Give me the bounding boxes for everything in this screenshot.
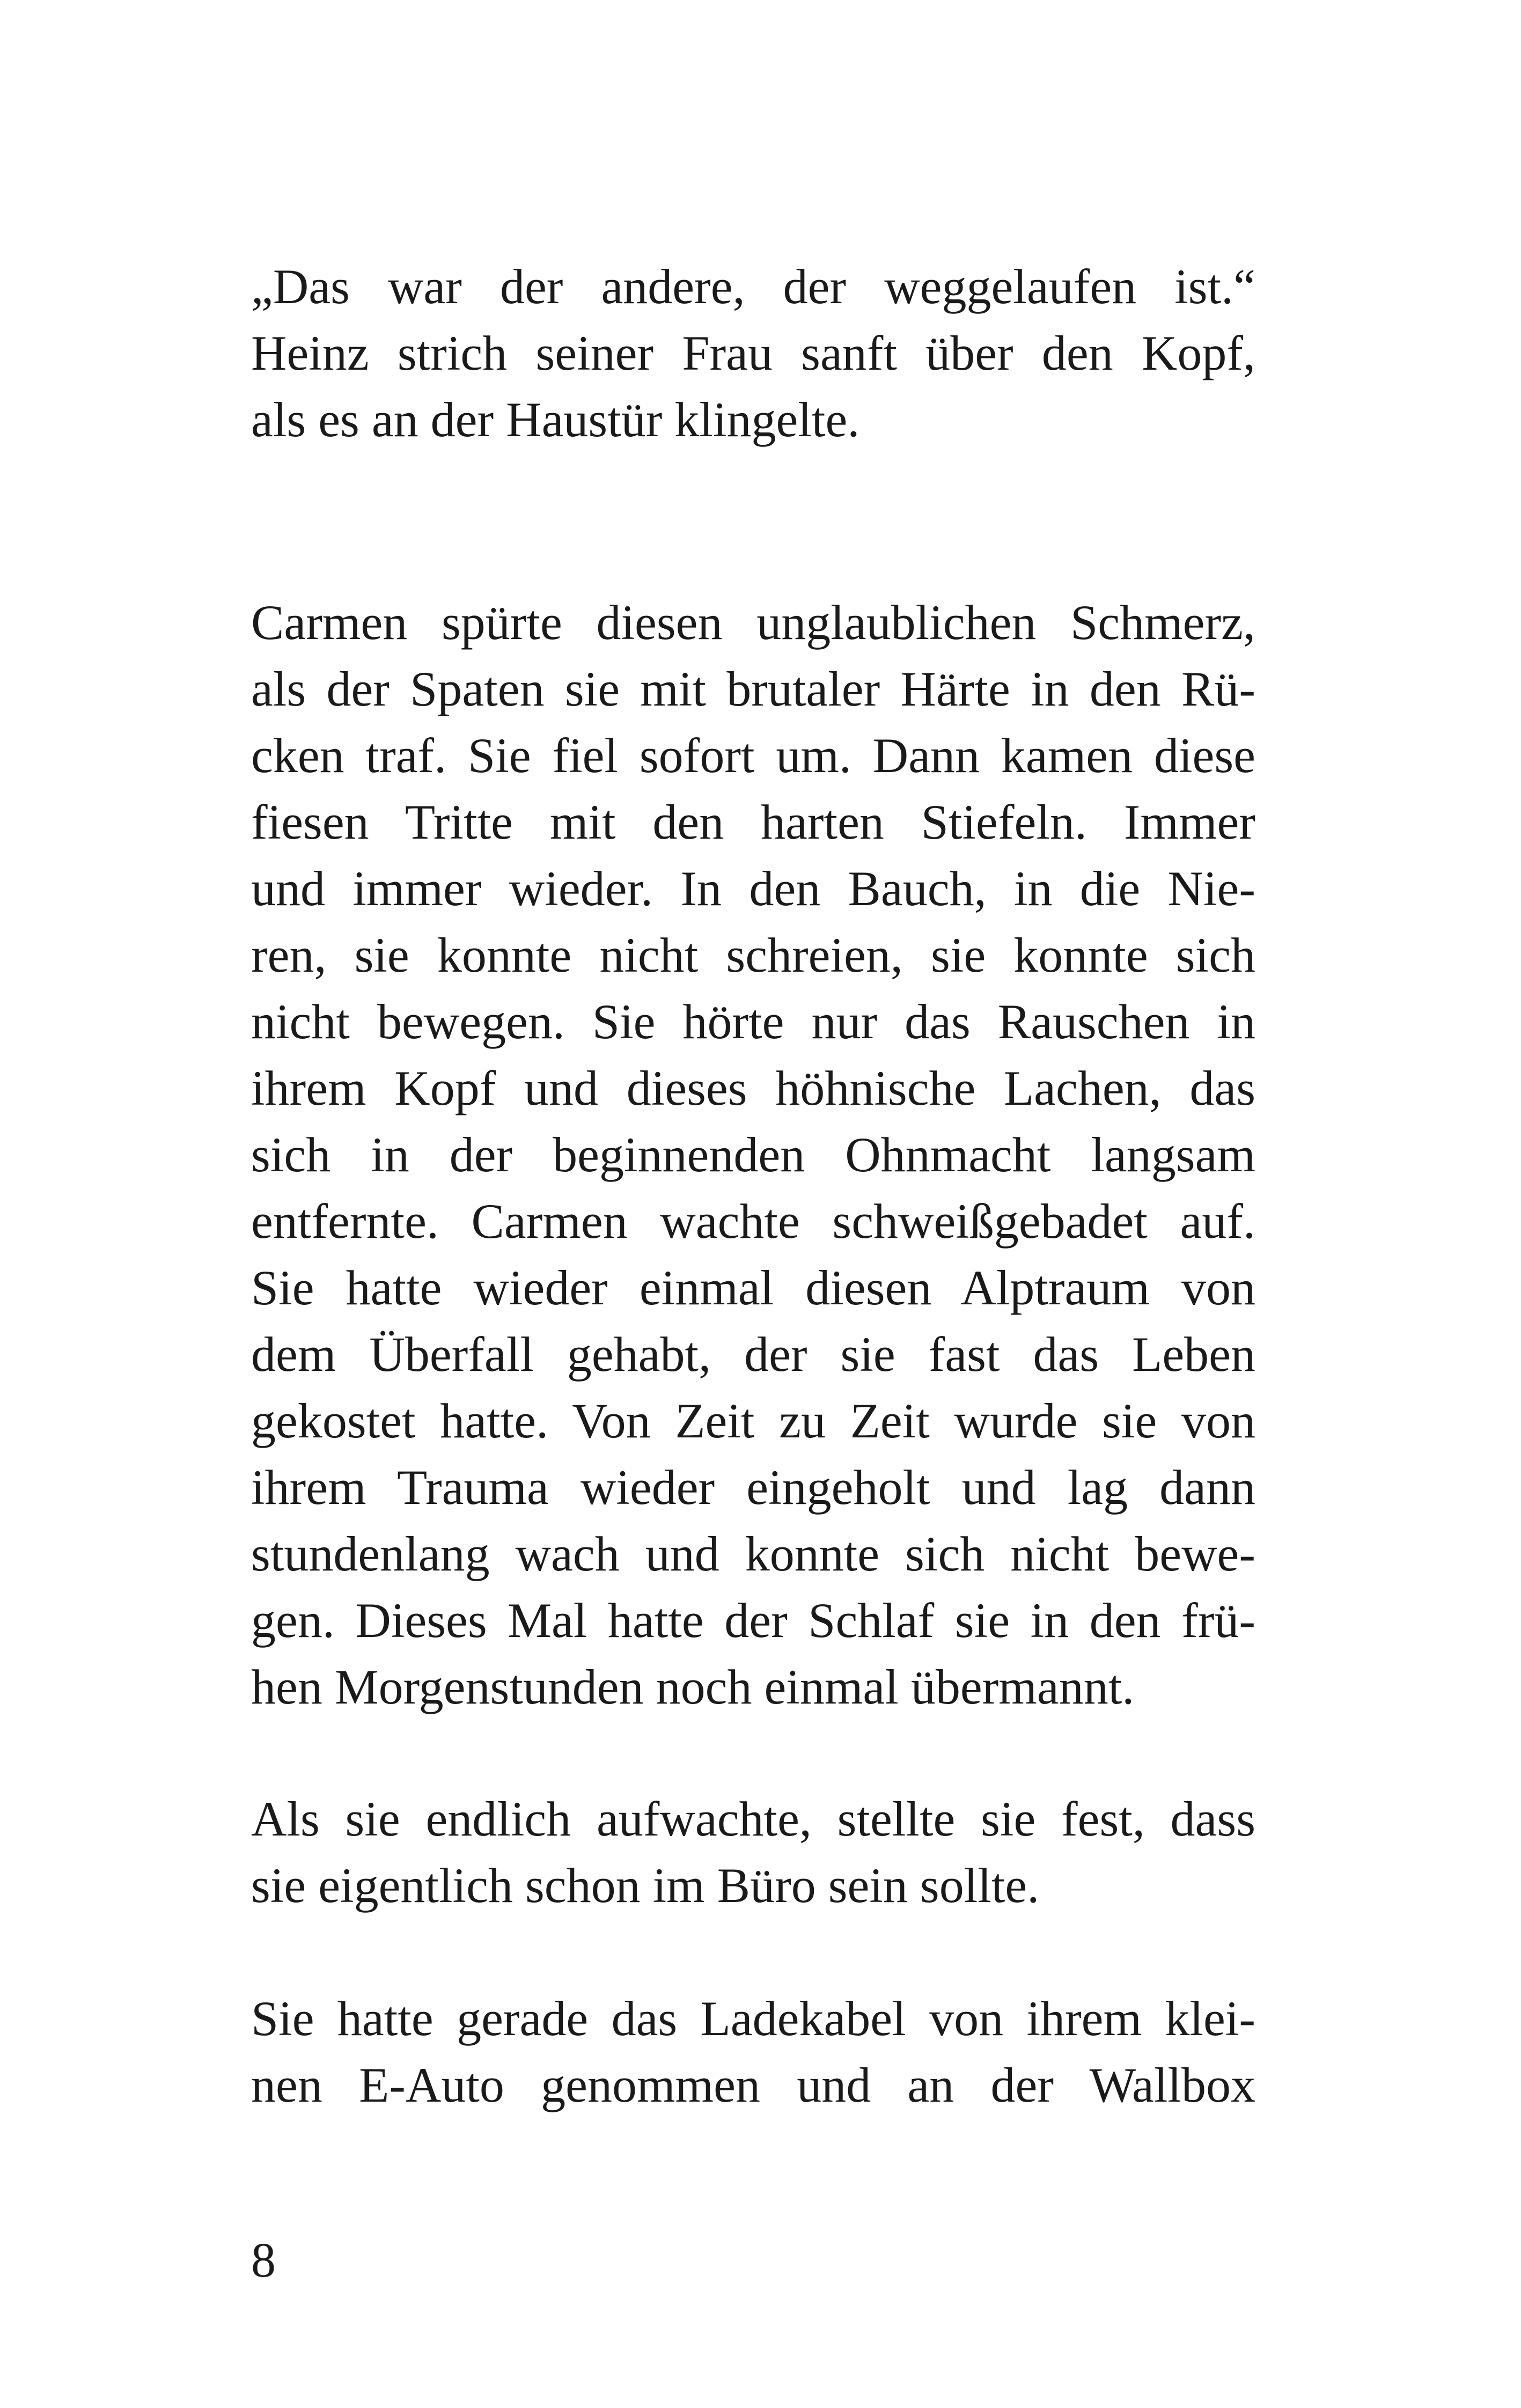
text-line: nen E-Auto genommen und an der Wallbox [251, 2058, 1255, 2112]
text-line: „Das war der andere, der weggelaufen ist.“ [251, 259, 1255, 314]
paragraph-4 [251, 1985, 1255, 2118]
text-line: als der Spaten sie mit brutaler Härte in den Rü- [251, 662, 1255, 716]
text-line: cken traf. Sie fiel sofort um. Dann kamen diese [251, 728, 1255, 783]
text-line: Sie hatte wieder einmal diesen Alptraum von [251, 1260, 1255, 1315]
text-line: entfernte. Carmen wachte schweißgebadet auf. [251, 1194, 1255, 1249]
text-line: nicht bewegen. Sie hörte nur das Rauschen in [251, 994, 1255, 1049]
text-line: sich in der beginnenden Ohnmacht langsam [251, 1127, 1255, 1182]
page-number: 8 [251, 2233, 276, 2287]
text-line: dem Überfall gehabt, der sie fast das Leben [251, 1327, 1255, 1382]
text-line: sie eigentlich schon im Büro sein sollte. [251, 1858, 1040, 1913]
text-line: ren, sie konnte nicht schreien, sie konnte sich [251, 928, 1255, 982]
text-line: gekostet hatte. Von Zeit zu Zeit wurde sie von [251, 1393, 1255, 1448]
text-line: hen Morgenstunden noch einmal übermannt. [251, 1660, 1135, 1714]
text-line: stundenlang wach und konnte sich nicht bewe- [251, 1526, 1255, 1581]
text-line: und immer wieder. In den Bauch, in die Nie- [251, 861, 1255, 916]
text-line: Sie hatte gerade das Ladekabel von ihrem klei- [251, 1991, 1255, 2046]
text-line: ihrem Trauma wieder eingeholt und lag dann [251, 1460, 1255, 1515]
text-line: fiesen Tritte mit den harten Stiefeln. Immer [251, 795, 1255, 849]
paragraph-3 [251, 1786, 1255, 1919]
paragraph-2 [251, 589, 1255, 1720]
text-line: Heinz strich seiner Frau sanft über den Kopf, [251, 326, 1255, 380]
text-line: gen. Dieses Mal hatte der Schlaf sie in den frü- [251, 1593, 1255, 1648]
text-line: Carmen spürte diesen unglaublichen Schmerz, [251, 595, 1255, 650]
text-line: ihrem Kopf und dieses höhnische Lachen, das [251, 1061, 1255, 1115]
text-line: als es an der Haustür klingelte. [251, 392, 860, 447]
text-line: Als sie endlich aufwachte, stellte sie fest, dass [251, 1792, 1255, 1846]
paragraph-1 [251, 253, 1255, 453]
